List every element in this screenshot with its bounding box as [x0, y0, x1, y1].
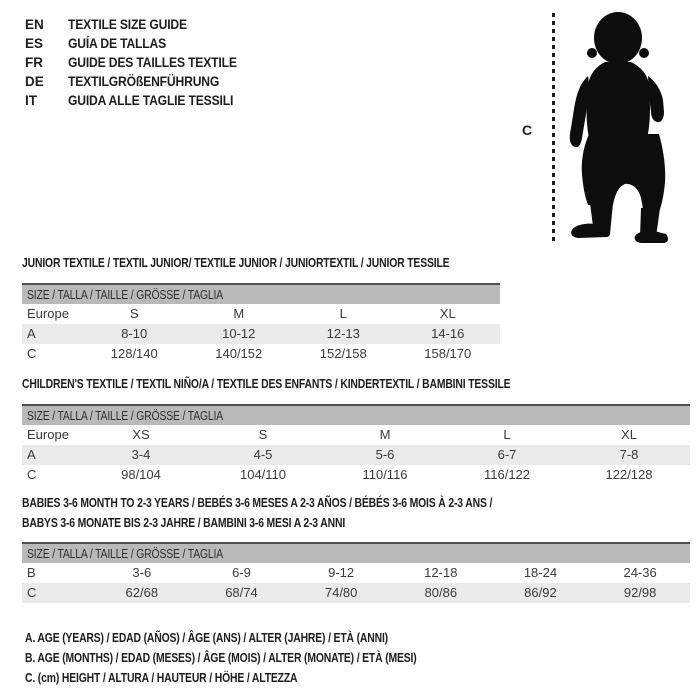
legend-age-months: B. AGE (MONTHS) / EDAD (MESES) / ÂGE (MOIS) / ALTER (MONATE) / ETÀ (MESI) — [25, 650, 417, 665]
size-cell: M — [379, 427, 391, 442]
language-code: IT — [25, 93, 37, 108]
value-cell: 12-18 — [424, 565, 458, 580]
childrens-table-title: CHILDREN'S TEXTILE / TEXTIL NIÑO/A / TEXTILE DES ENFANTS / KINDERTEXTIL / BAMBINI TESSILE — [22, 376, 511, 391]
value-cell: 140/152 — [215, 346, 263, 361]
value-cell: 3-4 — [80, 445, 202, 465]
junior-size-table — [22, 283, 500, 364]
junior-table-title: JUNIOR TEXTILE / TEXTIL JUNIOR/ TEXTILE JUNIOR / JUNIORTEXTIL / JUNIOR TESSILE — [22, 255, 450, 270]
language-title: GUIDA ALLE TAGLIE TESSILI — [68, 93, 234, 108]
value-cell: 68/74 — [192, 583, 292, 603]
value-cell: 104/110 — [239, 467, 287, 482]
height-dashed-line — [552, 13, 555, 243]
size-header-cell: SIZE / TALLA / TAILLE / GRÖSSE / TAGLIA — [22, 284, 500, 304]
value-cell: 6-7 — [446, 445, 568, 465]
table-row-months — [22, 563, 690, 583]
row-label-cell: Europe — [27, 306, 69, 321]
junior-textile-section — [22, 255, 500, 364]
size-cell: M — [233, 306, 245, 321]
size-cell: L — [339, 306, 347, 321]
value-cell: 116/122 — [483, 467, 531, 482]
size-header-row — [22, 284, 500, 304]
language-row-fr — [25, 53, 256, 72]
language-row-de — [25, 72, 256, 91]
table-row-europe — [22, 425, 690, 445]
table-row-height — [22, 465, 690, 485]
size-cell: L — [503, 427, 511, 442]
babies-title-line1: BABIES 3-6 MONTH TO 2-3 YEARS / BEBÉS 3-6 MESES A 2-3 AÑOS / BÉBÉS 3-6 MOIS À 2-3 ANS / — [22, 495, 493, 510]
size-header-cell: SIZE / TALLA / TAILLE / GRÖSSE / TAGLIA — [22, 543, 690, 563]
value-cell: 18-24 — [523, 565, 558, 580]
babies-table-title — [22, 493, 690, 533]
size-cell: S — [129, 306, 139, 321]
size-cell: XS — [132, 427, 150, 442]
table-row-age — [22, 324, 500, 344]
row-label-cell: Europe — [27, 427, 69, 442]
measurement-legend — [25, 628, 515, 688]
row-label-cell: C — [27, 346, 37, 361]
size-header-row — [22, 543, 690, 563]
value-cell: 6-9 — [232, 565, 251, 580]
babies-title-line2: BABYS 3-6 MONATE BIS 2-3 JAHRE / BAMBINI 3-6 MESI A 2-3 ANNI — [22, 515, 346, 530]
row-label-cell: C — [22, 583, 92, 603]
language-code: ES — [25, 36, 44, 51]
language-title: TEXTILGRÖßENFÜHRUNG — [68, 74, 220, 89]
language-title: GUIDE DES TAILLES TEXTILE — [68, 55, 237, 70]
size-header-row — [22, 405, 690, 425]
language-code: FR — [25, 55, 43, 70]
language-title-list — [25, 15, 256, 110]
value-cell: 24-36 — [623, 565, 657, 580]
value-cell: 3-6 — [132, 565, 152, 580]
height-measure-label-c: C — [522, 122, 533, 138]
value-cell: 158/170 — [424, 346, 472, 361]
value-cell: 122/128 — [605, 467, 653, 482]
language-code: DE — [25, 74, 44, 89]
size-cell: S — [258, 427, 268, 442]
size-cell: XL — [439, 306, 456, 321]
table-row-europe — [22, 304, 500, 324]
language-code: EN — [25, 17, 44, 32]
value-cell: 80/86 — [391, 583, 491, 603]
childrens-textile-section — [22, 376, 690, 485]
size-cell: XL — [621, 427, 637, 442]
size-header-cell: SIZE / TALLA / TAILLE / GRÖSSE / TAGLIA — [22, 405, 690, 425]
value-cell: 98/104 — [121, 467, 161, 482]
value-cell: 4-5 — [202, 445, 324, 465]
language-row-it — [25, 91, 256, 110]
toddler-silhouette-image — [563, 8, 678, 248]
value-cell: 7-8 — [568, 445, 690, 465]
legend-height-cm: C. (cm) HEIGHT / ALTURA / HAUTEUR / HÖHE / ALTEZZA — [25, 670, 298, 685]
table-row-age — [22, 445, 690, 465]
legend-age-years: A. AGE (YEARS) / EDAD (AÑOS) / ÂGE (ANS) / ALTER (JAHRE) / ETÀ (ANNI) — [25, 630, 388, 645]
value-cell: 74/80 — [291, 583, 391, 603]
value-cell: 5-6 — [324, 445, 446, 465]
value-cell: 8-10 — [82, 324, 187, 344]
value-cell: 9-12 — [328, 565, 355, 580]
language-title: GUÍA DE TALLAS — [68, 36, 167, 51]
row-label-cell: A — [22, 324, 82, 344]
value-cell: 12-13 — [291, 324, 396, 344]
language-title: TEXTILE SIZE GUIDE — [68, 17, 187, 32]
value-cell: 14-16 — [396, 324, 501, 344]
row-label-cell: B — [27, 565, 36, 580]
value-cell: 92/98 — [590, 583, 690, 603]
value-cell: 62/68 — [92, 583, 192, 603]
childrens-size-table — [22, 404, 690, 485]
value-cell: 152/158 — [319, 346, 367, 361]
value-cell: 86/92 — [491, 583, 591, 603]
table-row-height — [22, 344, 500, 364]
language-row-es — [25, 34, 256, 53]
table-row-height — [22, 583, 690, 603]
babies-textile-section — [22, 493, 690, 603]
babies-size-table — [22, 542, 690, 603]
row-label-cell: A — [22, 445, 80, 465]
value-cell: 10-12 — [187, 324, 292, 344]
language-row-en — [25, 15, 256, 34]
value-cell: 110/116 — [362, 467, 408, 482]
value-cell: 128/140 — [110, 346, 158, 361]
row-label-cell: C — [27, 467, 37, 482]
